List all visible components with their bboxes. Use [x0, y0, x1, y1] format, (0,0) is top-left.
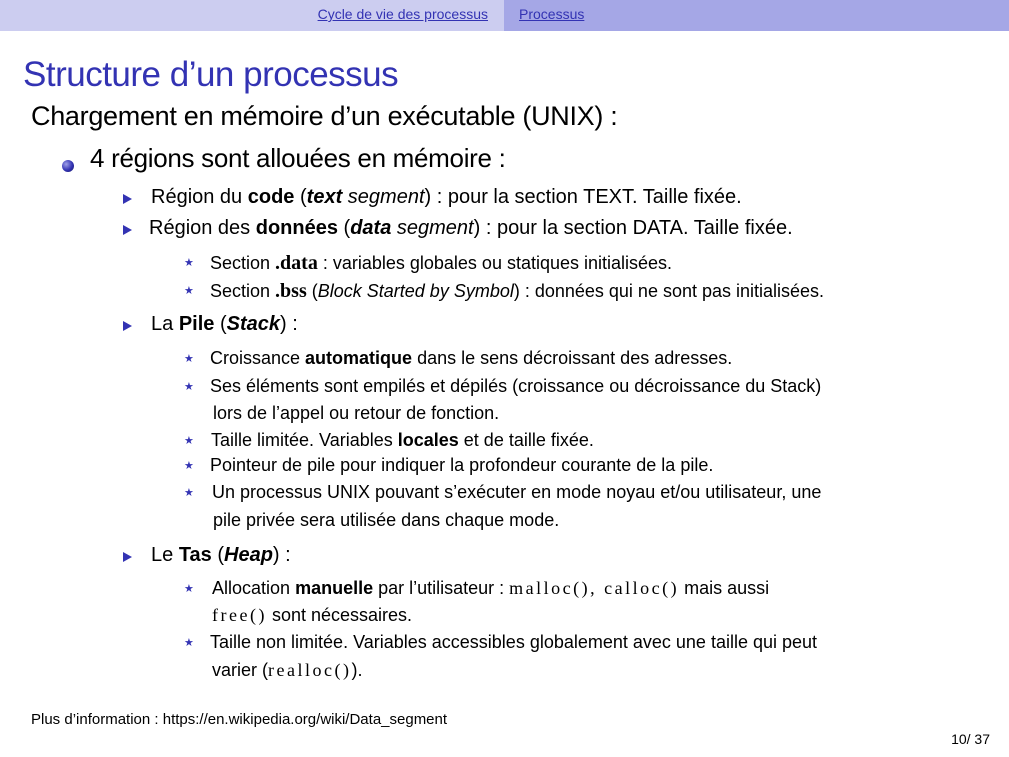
star-bullet-icon: ★	[184, 637, 194, 649]
data-region-segment: segment	[391, 217, 474, 239]
bss-section-paren: (	[306, 281, 318, 301]
sphere-bullet-icon	[62, 160, 74, 172]
stack-region-item	[151, 313, 298, 336]
data-region-data: data	[350, 217, 392, 239]
stack-pointer-item: Pointeur de pile pour indiquer la profondeur courante de la pile.	[210, 455, 714, 475]
heap-realloc-code: realloc()	[268, 660, 352, 680]
heap-alloc-prefix: Allocation	[212, 578, 296, 598]
heap-alloc-suffix: mais aussi	[679, 578, 770, 598]
heap-alloc-mid: par l’utilisateur :	[373, 578, 510, 598]
star-bullet-icon: ★	[184, 435, 194, 447]
data-region-item	[149, 217, 793, 240]
heap-region-italic: Heap	[224, 544, 273, 566]
code-region-prefix: Région du	[151, 186, 248, 208]
bss-section-item	[210, 280, 824, 303]
stack-region-suffix: ) :	[279, 313, 298, 335]
star-bullet-icon: ★	[184, 257, 194, 269]
nav-link-cycle-de-vie[interactable]: Cycle de vie des processus	[317, 6, 488, 22]
code-region-text: text	[306, 186, 343, 208]
header-right-panel	[504, 0, 1009, 31]
heap-region-item	[151, 544, 291, 567]
stack-push-line1: Ses éléments sont empilés et dépilés (croissance ou décroissance du Stack)	[210, 376, 822, 396]
star-bullet-icon: ★	[184, 460, 194, 472]
stack-region-bold: Pile	[178, 313, 215, 335]
stack-region-paren: (	[214, 313, 227, 335]
stack-growth-suffix: dans le sens décroissant des adresses.	[412, 348, 733, 368]
heap-realloc-suffix: ).	[351, 660, 363, 680]
heap-region-prefix: Le	[151, 544, 179, 566]
star-bullet-icon: ★	[184, 487, 194, 499]
header-left-panel	[0, 0, 504, 31]
triangle-bullet-icon	[123, 321, 132, 331]
stack-region-italic: Stack	[226, 313, 280, 335]
data-section-item	[210, 252, 672, 275]
data-region-bold: données	[255, 217, 338, 239]
heap-free-code: free()	[212, 605, 267, 625]
bss-section-prefix: Section	[210, 281, 276, 301]
stack-limit-item	[211, 430, 594, 451]
data-section-suffix: : variables globales ou statiques initialisées.	[317, 253, 673, 273]
heap-alloc-bold: manuelle	[295, 578, 374, 598]
bss-section-italic: Block Started by Symbol	[317, 281, 514, 301]
code-region-suffix: ) : pour la section TEXT. Taille fixée.	[424, 186, 742, 208]
data-region-suffix: ) : pour la section DATA. Taille fixée.	[473, 217, 793, 239]
stack-limit-suffix: et de taille fixée.	[458, 430, 594, 450]
stack-growth-prefix: Croissance	[210, 348, 306, 368]
code-region-item	[151, 186, 742, 209]
level1-item: 4 régions sont allouées en mémoire :	[90, 143, 506, 173]
heap-unlimited-line2	[212, 660, 362, 681]
heap-region-bold: Tas	[178, 544, 212, 566]
stack-limit-prefix: Taille limitée. Variables	[211, 430, 398, 450]
heap-free-suffix: sont nécessaires.	[266, 605, 413, 625]
heap-realloc-prefix: varier (	[212, 660, 269, 680]
code-region-paren: (	[294, 186, 307, 208]
star-bullet-icon: ★	[184, 285, 194, 297]
data-section-code: .data	[275, 252, 318, 274]
stack-unix-line2: pile privée sera utilisée dans chaque mode.	[213, 510, 560, 530]
heap-alloc-line2	[212, 605, 412, 626]
slide-subtitle: Chargement en mémoire d’un exécutable (UNIX) :	[31, 101, 618, 131]
stack-growth-bold: automatique	[305, 348, 413, 368]
stack-growth-item	[210, 348, 732, 369]
triangle-bullet-icon	[123, 194, 132, 204]
stack-limit-bold: locales	[397, 430, 459, 450]
triangle-bullet-icon	[123, 552, 132, 562]
stack-push-line2: lors de l’appel ou retour de fonction.	[213, 403, 500, 423]
page-number: 10/ 37	[951, 731, 990, 747]
slide-title: Structure d’un processus	[23, 55, 399, 94]
heap-unlimited-line1: Taille non limitée. Variables accessibles globalement avec une taille qui peut	[210, 632, 818, 652]
heap-region-paren: (	[211, 544, 225, 566]
star-bullet-icon: ★	[184, 583, 194, 595]
nav-link-processus[interactable]: Processus	[519, 6, 585, 22]
data-section-prefix: Section	[210, 253, 276, 273]
heap-region-suffix: ) :	[272, 544, 291, 566]
footer-reference-note: Plus d’information : https://en.wikipedia.org/wiki/Data_segment	[31, 711, 448, 728]
heap-alloc-line1	[212, 578, 769, 599]
heap-alloc-code: malloc(), calloc()	[509, 578, 680, 598]
stack-region-prefix: La	[151, 313, 179, 335]
data-region-paren: (	[338, 217, 351, 239]
stack-unix-line1: Un processus UNIX pouvant s’exécuter en mode noyau et/ou utilisateur, une	[212, 482, 822, 502]
navigation-header	[0, 0, 1009, 31]
bss-section-code: .bss	[275, 280, 307, 302]
data-region-prefix: Région des	[149, 217, 256, 239]
bss-section-suffix: ) : données qui ne sont pas initialisées.	[513, 281, 825, 301]
triangle-bullet-icon	[123, 225, 132, 235]
code-region-segment: segment	[342, 186, 425, 208]
star-bullet-icon: ★	[184, 353, 194, 365]
code-region-bold: code	[247, 186, 295, 208]
star-bullet-icon: ★	[184, 381, 194, 393]
